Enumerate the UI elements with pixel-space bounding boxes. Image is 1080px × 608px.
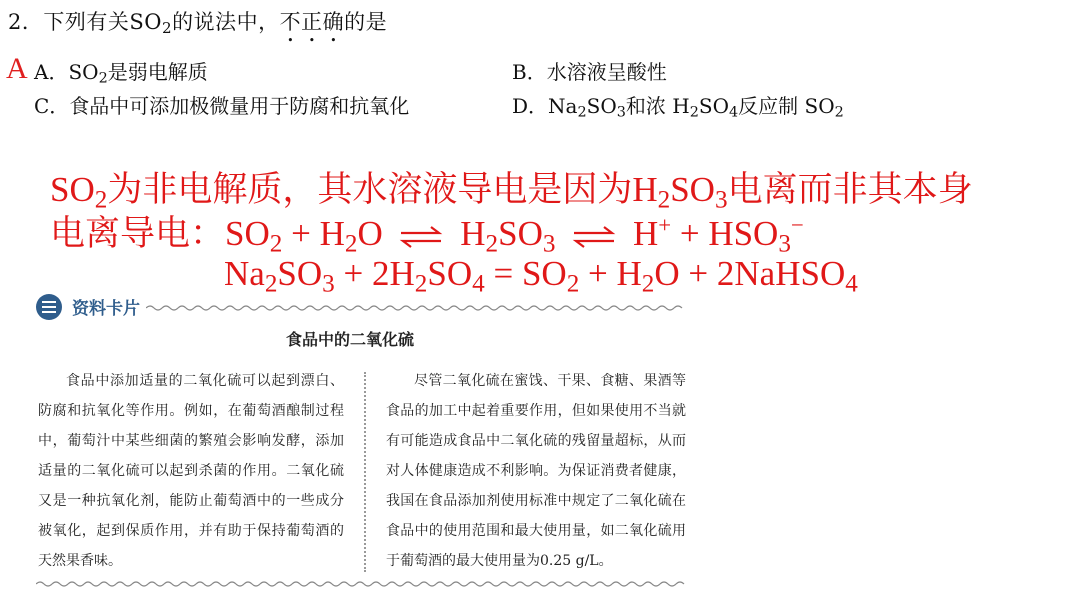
info-card-left-column: 食品中添加适量的二氧化硫可以起到漂白、防腐和抗氧化等作用。例如，在葡萄酒酿制过程中，葡萄汁中某些细菌的繁殖会影响发酵，添加适量的二氧化硫可以起到杀菌的作用。二氧化硫又是一种抗氧化剂，能防止葡萄酒中的一些成分被氧化，起到保质作用，并有助于保持葡萄酒的天然果香味。 [38, 373, 344, 569]
wavy-divider-top [146, 304, 686, 312]
info-card-label: 资料卡片 [72, 299, 140, 319]
info-card-header [36, 292, 686, 324]
info-card-title: 食品中的二氧化硫 [286, 330, 415, 349]
emphasis-text: 不正确 [279, 10, 345, 34]
option-a: A．$SO_2$是弱电解质 [34, 60, 208, 87]
list-circle-icon [36, 294, 62, 320]
question-number: 2． [8, 10, 44, 34]
equilibrium-arrow-icon [397, 224, 445, 250]
option-d: D．$Na_2SO_3$和浓 $H_2SO_4$反应制 $SO_2$ [512, 94, 844, 121]
option-c: C．食品中可添加极微量用于防腐和抗氧化 [34, 94, 410, 118]
explanation-line-2: 电离导电：$SO_2 + H_2O$ $H_2SO_3$ $H^+ + HSO_3^-$ [50, 212, 804, 258]
column-divider [364, 372, 366, 572]
question-stem: 2．下列有关$SO_2$的说法中，不正确的是 [8, 10, 388, 37]
explanation-line-3: $Na_2SO_3 + 2H_2SO_4 = SO_2 + H_2O$ + 2NaHSO$_4$ [224, 254, 858, 298]
answer-mark: A [6, 52, 28, 85]
explanation-line-1: $SO_2$为非电解质，其水溶液导电是因为$H_2SO_3$电离而非其本身 [50, 170, 973, 214]
info-card-right-column: 尽管二氧化硫在蜜饯、干果、食糖、果酒等食品的加工中起着重要作用，但如果使用不当就有可能造成食品中二氧化硫的残留量超标，从而对人体健康造成不利影响。为保证消费者健康，我国在食品添加剂使用标准中规定了二氧化硫在食品中的使用范围和最大使用量，如二氧化硫用于葡萄酒的最大使用量为0.25 g/L。 [386, 373, 686, 569]
wavy-divider-bottom [36, 580, 686, 588]
equilibrium-arrow-icon [570, 224, 618, 250]
option-b: B．水溶液呈酸性 [512, 60, 667, 84]
